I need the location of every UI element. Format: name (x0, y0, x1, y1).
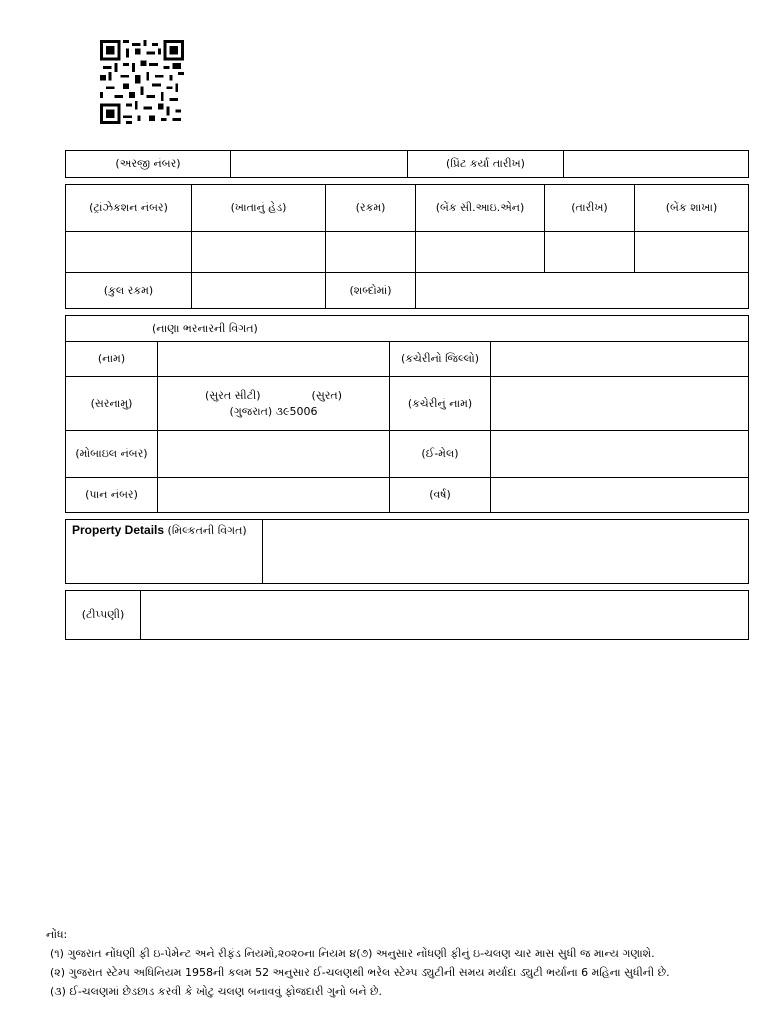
notes-heading: નોંધ: (46, 928, 68, 941)
note-item: (૩) ઈ-ચલણમાં છેડછાડ કરવી કે ખોટુ ચલણ બનાવવું ફોજદારી ગુનો બને છે. (50, 985, 383, 998)
property-details-label-gu: (મિલ્કતની વિગત) (167, 524, 247, 537)
pan-label: (પાન નંબર) (66, 478, 158, 513)
pan-value (158, 478, 390, 513)
column-header-bank-branch: (બેંક શાખા) (635, 185, 749, 232)
remarks-label: (ટીપ્પણી) (66, 591, 141, 640)
column-header-account-head: (ખાતાનું હેડ) (192, 185, 326, 232)
property-details-label-en: Property Details (72, 523, 165, 537)
email-label: (ઈ-મેલ) (390, 431, 491, 478)
qr-code (97, 40, 187, 124)
table-cell (545, 232, 635, 273)
name-value (158, 342, 390, 377)
office-name-value (491, 377, 749, 431)
print-date-label: (પ્રિંટ કર્યા તારીખ) (408, 151, 564, 178)
note-item: (૧) ગુજરાત નોંધણી ફી ઇ-પેમેન્ટ અને રીફંડ નિયમો,૨૦૨૦ના નિયમ ૪(૭) અનુસાર નોંધણી ફીનું ઇ-ચલણ ચાર માસ સુધી જ માન્ય ગણાશે. (50, 947, 655, 960)
address-city: (સુરત સીટી) (204, 388, 261, 402)
payer-section-title (66, 316, 749, 342)
note-item: (૨) ગુજરાત સ્ટેમ્પ અધિનિયમ 1958ની કલમ 52 અનુસાર ઈ-ચલણથી ભરેલ સ્ટેમ્પ ડ્યુટીની સમય મર્યાદા ડ્યુટી ભર્યાના 6 મહિના સુધીની છે. (50, 966, 670, 979)
transaction-table (65, 184, 749, 309)
application-header-table (65, 150, 749, 178)
address-state-pincode: (ગુજરાત) ૩૯5006 (229, 404, 318, 418)
total-amount-label: (કુલ રકમ) (66, 273, 192, 309)
address-value (158, 377, 390, 431)
address-district: (સુરત) (311, 388, 343, 402)
print-date-value (564, 151, 749, 178)
remarks-value (141, 591, 749, 640)
year-label: (વર્ષ) (390, 478, 491, 513)
table-cell (416, 232, 545, 273)
table-cell (326, 232, 416, 273)
year-value (491, 478, 749, 513)
application-no-label: (અરજી નંબર) (66, 151, 231, 178)
column-header-transaction-no: (ટ્રાંઝેકશન નંબર) (66, 185, 192, 232)
amount-in-words-value (416, 273, 749, 309)
mobile-value (158, 431, 390, 478)
column-header-amount: (રકમ) (326, 185, 416, 232)
property-details-value (263, 520, 749, 584)
table-cell (192, 232, 326, 273)
name-label: (નામ) (66, 342, 158, 377)
office-district-label: (કચેરીનો જિલ્લો) (390, 342, 491, 377)
address-label: (સરનામુ) (66, 377, 158, 431)
total-amount-value (192, 273, 326, 309)
office-district-value (491, 342, 749, 377)
office-name-label: (કચેરીનું નામ) (390, 377, 491, 431)
column-header-bank-cin: (બેંક સી.આઇ.એન) (416, 185, 545, 232)
amount-in-words-label: (શબ્દોમાં) (326, 273, 416, 309)
property-details-table (65, 519, 749, 584)
remarks-table (65, 590, 749, 640)
application-no-value (231, 151, 408, 178)
property-details-label (66, 520, 263, 584)
column-header-date: (તારીખ) (545, 185, 635, 232)
table-cell (66, 232, 192, 273)
payer-details-table (65, 315, 749, 513)
email-value (491, 431, 749, 478)
table-row (66, 232, 749, 273)
table-cell (635, 232, 749, 273)
mobile-label: (મોબાઇલ નંબર) (66, 431, 158, 478)
notes-section (46, 925, 756, 1001)
payer-section-title-text: (નાણા ભરનારની વિગત) (152, 321, 258, 335)
